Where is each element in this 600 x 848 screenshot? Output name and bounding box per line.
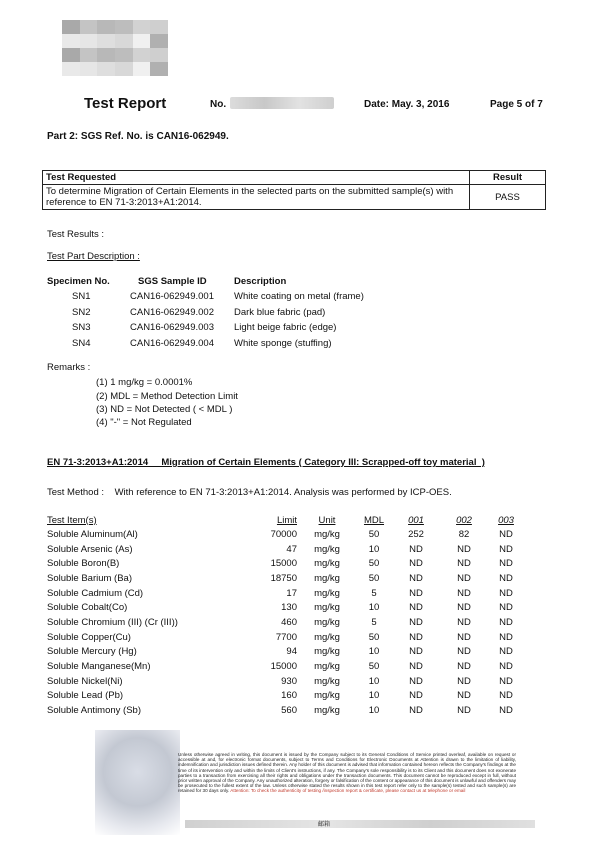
limit: 17	[286, 587, 297, 599]
unit: mg/kg	[314, 631, 340, 643]
unit: mg/kg	[314, 690, 340, 702]
result-001: ND	[409, 558, 423, 570]
test-item: Soluble Barium (Ba)	[47, 572, 133, 584]
mdl: 50	[368, 528, 380, 540]
unit-header: Unit	[318, 514, 336, 526]
report-title: Test Report	[84, 95, 167, 112]
sgs-sample-id: CAN16-062949.004	[130, 337, 214, 349]
sgs-sample-id: CAN16-062949.001	[130, 291, 214, 302]
result-002: ND	[457, 646, 471, 658]
test-requested-table	[42, 170, 546, 210]
remark-item: (2) MDL = Method Detection Limit	[96, 391, 238, 402]
limit: 70000	[270, 528, 297, 540]
remark-item: (4) "-" = Not Regulated	[96, 417, 192, 428]
unit: mg/kg	[314, 602, 340, 614]
limit: 130	[281, 602, 297, 614]
result-002: ND	[457, 705, 471, 717]
mdl: 10	[368, 675, 380, 687]
test-item: Soluble Boron(B)	[47, 558, 120, 570]
result-001: ND	[409, 675, 423, 687]
result-002: ND	[457, 572, 471, 584]
limit: 15000	[270, 558, 297, 570]
remark-item: (3) ND = Not Detected ( < MDL )	[96, 404, 233, 415]
result-003: ND	[499, 587, 513, 599]
company-seal	[95, 730, 180, 835]
sample-001-header: 001	[408, 514, 424, 526]
result-001: ND	[409, 690, 423, 702]
test-item: Soluble Cadmium (Cd)	[47, 587, 144, 599]
footer-disclaimer	[178, 752, 516, 794]
test-method: Test Method : With reference to EN 71-3:2013+A1:2014. Analysis was performed by ICP-OES.	[47, 487, 452, 498]
result-003: ND	[499, 631, 513, 643]
result-002: ND	[457, 543, 471, 555]
result-001: ND	[409, 587, 423, 599]
result-003: ND	[499, 675, 513, 687]
test-item: Soluble Nickel(Ni)	[47, 675, 123, 687]
unit: mg/kg	[314, 558, 340, 570]
test-item: Soluble Aluminum(Al)	[47, 528, 138, 540]
mdl: 5	[371, 587, 377, 599]
test-item: Soluble Arsenic (As)	[47, 543, 133, 555]
unit: mg/kg	[314, 528, 340, 540]
result-003: ND	[499, 602, 513, 614]
specimen-no: SN3	[72, 322, 91, 333]
result-003: ND	[499, 616, 513, 628]
limit-header: Limit	[276, 514, 297, 526]
limit: 160	[281, 690, 297, 702]
result-002: ND	[457, 690, 471, 702]
mdl: 50	[368, 572, 380, 584]
result-002: ND	[457, 616, 471, 628]
result-002: ND	[457, 587, 471, 599]
result-001: ND	[409, 646, 423, 658]
result-002: ND	[457, 675, 471, 687]
table-row	[47, 630, 525, 645]
overall-result: PASS	[470, 185, 546, 210]
specimen-no-header: Specimen No.	[47, 276, 110, 287]
test-part-description-label: Test Part Description :	[47, 251, 140, 262]
report-date: Date: May. 3, 2016	[364, 99, 450, 110]
result-003: ND	[499, 690, 513, 702]
unit: mg/kg	[314, 661, 340, 673]
mdl: 5	[371, 616, 377, 628]
table-row	[47, 527, 525, 542]
redacted-report-number	[230, 97, 334, 109]
limit: 460	[281, 616, 297, 628]
specimen-description: Light beige fabric (edge)	[234, 322, 337, 333]
attention-text: Attention: To check the authenticity of testing /inspection report & certificate, please contact us at telephone or email	[230, 788, 466, 794]
result-003: ND	[499, 558, 513, 570]
limit: 47	[286, 543, 297, 555]
result-001: ND	[409, 705, 423, 717]
table-row	[47, 600, 525, 615]
limit: 15000	[270, 661, 297, 673]
table-row	[47, 571, 525, 586]
page-indicator: Page 5 of 7	[490, 99, 543, 110]
mdl: 10	[368, 543, 380, 555]
result-001: ND	[409, 616, 423, 628]
mdl: 10	[368, 690, 380, 702]
result-001: ND	[409, 602, 423, 614]
result-001: 252	[408, 528, 424, 540]
result-002: ND	[457, 661, 471, 673]
limit: 560	[281, 705, 297, 717]
mdl: 50	[368, 558, 380, 570]
sgs-sample-id: CAN16-062949.003	[130, 322, 214, 333]
limit: 94	[286, 646, 297, 658]
limit: 930	[281, 675, 297, 687]
result-header: Result	[470, 171, 546, 185]
unit: mg/kg	[314, 616, 340, 628]
sgs-sample-id-header: SGS Sample ID	[138, 276, 207, 287]
test-item: Soluble Chromium (III) (Cr (III))	[47, 616, 178, 628]
test-item: Soluble Lead (Pb)	[47, 690, 124, 702]
test-item: Soluble Copper(Cu)	[47, 631, 131, 643]
table-row	[47, 645, 525, 660]
table-row	[47, 615, 525, 630]
specimen-no: SN1	[72, 291, 91, 302]
part2-reference: Part 2: SGS Ref. No. is CAN16-062949.	[47, 131, 229, 142]
mdl: 50	[368, 631, 380, 643]
result-002: ND	[457, 631, 471, 643]
test-item: Soluble Cobalt(Co)	[47, 602, 128, 614]
mdl-header: MDL	[363, 514, 385, 526]
specimen-description: White sponge (stuffing)	[234, 337, 332, 349]
limit: 18750	[270, 572, 297, 584]
result-001: ND	[409, 572, 423, 584]
table-row	[47, 674, 525, 689]
result-003: ND	[499, 646, 513, 658]
mdl: 10	[368, 646, 380, 658]
specimen-no: SN4	[72, 337, 91, 349]
result-002: ND	[457, 602, 471, 614]
test-request-text: To determine Migration of Certain Elements in the selected parts on the submitted sample(s) with reference to EN 71-3:2013+A1:2014.	[43, 185, 470, 210]
unit: mg/kg	[314, 543, 340, 555]
test-requested-header: Test Requested	[43, 171, 470, 185]
footer-address-strip	[185, 820, 535, 828]
result-002: 82	[458, 528, 470, 540]
table-row	[47, 703, 525, 718]
unit: mg/kg	[314, 646, 340, 658]
test-item-header: Test Item(s)	[47, 514, 97, 526]
table-row	[47, 689, 525, 704]
result-003: ND	[499, 543, 513, 555]
company-logo	[62, 20, 168, 76]
test-results-label: Test Results :	[47, 229, 105, 240]
mdl: 10	[368, 705, 380, 717]
test-item: Soluble Mercury (Hg)	[47, 646, 137, 658]
test-item: Soluble Antimony (Sb)	[47, 705, 141, 717]
table-row	[47, 659, 525, 674]
specimen-no: SN2	[72, 306, 91, 318]
results-table	[47, 513, 525, 718]
table-row	[47, 542, 525, 557]
mdl: 50	[368, 661, 380, 673]
sample-003-header: 003	[498, 514, 514, 526]
section-title: EN 71-3:2013+A1:2014 Migration of Certain Elements ( Category III: Scrapped-off toy material )	[47, 457, 485, 468]
result-003: ND	[499, 528, 513, 540]
result-003: ND	[499, 572, 513, 584]
disclaimer-text: Unless otherwise agreed in writing, this document is issued by the Company subject to its General Conditions of Service printed overleaf, available on request or accessible at and, for electronic format documents, subject to Terms and Conditions for Electronic Documents at Attention is drawn to the limitation of liability, indemnification and jurisdiction issues defined therein. Any holder of this document is advised that information contained hereon reflects the Company's findings at the time of its intervention only and within the limits of Client's instructions, if any. The Company's sole responsibility is to its Client and this document does not exonerate parties to a transaction from exercising all their rights and obligations under the transaction documents. This document cannot be reproduced except in full, without prior written approval of the Company. Any unauthorized alteration, forgery or falsification of the content or appearance of this document is unlawful and offenders may be prosecuted to the fullest extent of the law. Unless otherwise stated the results shown in this test report refer only to the sample(s) tested and such sample(s) are retained for 30 days only.	[178, 752, 516, 794]
result-002: ND	[457, 558, 471, 570]
unit: mg/kg	[314, 705, 340, 717]
remark-item: (1) 1 mg/kg = 0.0001%	[96, 377, 193, 388]
unit: mg/kg	[314, 572, 340, 584]
test-item: Soluble Manganese(Mn)	[47, 661, 151, 673]
result-001: ND	[409, 543, 423, 555]
remarks-label: Remarks :	[47, 362, 91, 373]
result-003: ND	[499, 661, 513, 673]
sample-002-header: 002	[456, 514, 472, 526]
table-row	[47, 556, 525, 571]
specimen-description: Dark blue fabric (pad)	[234, 306, 326, 318]
report-number-label: No.	[210, 99, 227, 110]
mdl: 10	[368, 602, 380, 614]
result-003: ND	[499, 705, 513, 717]
unit: mg/kg	[314, 675, 340, 687]
sgs-sample-id: CAN16-062949.002	[130, 306, 214, 318]
limit: 7700	[275, 631, 297, 643]
table-row	[47, 586, 525, 601]
result-001: ND	[409, 661, 423, 673]
description-header: Description	[234, 276, 287, 287]
footer-email-label: 邮箱	[318, 822, 331, 828]
unit: mg/kg	[314, 587, 340, 599]
specimen-description: White coating on metal (frame)	[234, 291, 364, 302]
result-001: ND	[409, 631, 423, 643]
